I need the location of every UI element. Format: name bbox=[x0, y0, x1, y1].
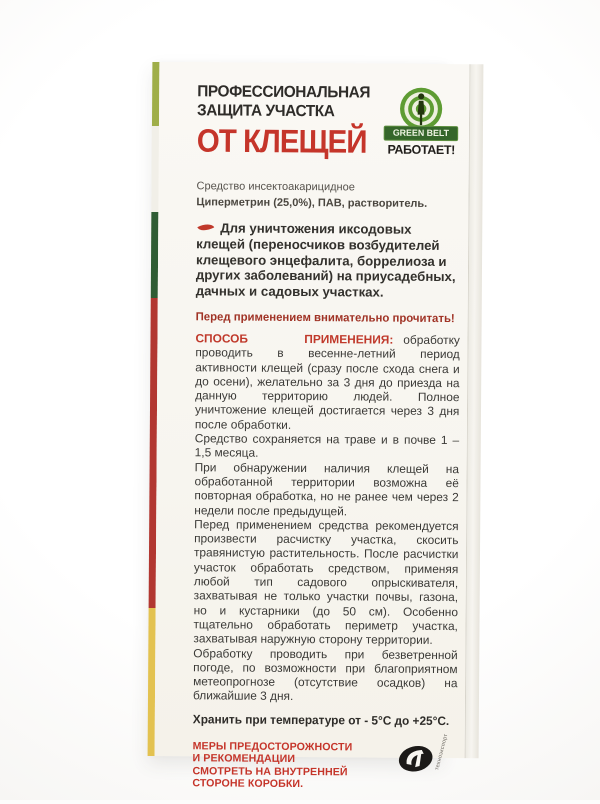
usage-paragraph bbox=[195, 331, 460, 433]
greenbelt-tagline: РАБОТАЕТ! bbox=[387, 142, 455, 158]
footer bbox=[192, 732, 457, 804]
usage-instructions bbox=[193, 331, 460, 705]
usage-paragraph: При обнаружении наличия клещей на обработанной территории возможна её повторная обработка, но не ранее чем через 2 недели после предыдущей. bbox=[194, 459, 460, 518]
precautions-line: МЕРЫ ПРЕДОСТОРОЖНОСТИ bbox=[192, 739, 353, 754]
header-line2: ЗАЩИТА УЧАСТКА bbox=[197, 102, 335, 121]
active-ingredient-label: Циперметрин (25,0%), ПАВ, растворитель. bbox=[196, 196, 428, 210]
header bbox=[197, 82, 462, 180]
greenbelt-brand-label: GREEN BELT bbox=[384, 126, 459, 142]
precautions-line: И РЕКОМЕНДАЦИИ bbox=[192, 752, 296, 766]
usage-paragraph-text: обработку проводить в весенне-летний период активности клещей (сразу после схода снега и до осени), желательно за 3 дня до приезда на данную территорию людей. Полное уничтожение клещей достигается через 3 дня после обработки. bbox=[194, 332, 460, 432]
intro-text: Для уничтожения иксодовых клещей (переносчиков возбудителей клещевого энцефалита, боррелиоза и других заболеваний) на приусадебных, дачных и садовых участках. bbox=[195, 220, 456, 300]
box-front-face bbox=[155, 62, 470, 791]
leaf-icon bbox=[197, 220, 214, 234]
usage-paragraph: Обработку проводить при безветренной погоде, по возможности при благоприятном метеопрогнозе (отсутствие осадков) на ближайшие 3 дня. bbox=[192, 645, 458, 704]
usage-paragraph: Перед применением средства рекомендуется произвести расчистку участка, скосить травянистую растительность. После расчистки участок обработать средством, применяя любой тип садового опрыскивателя, захватывая не только участки почвы, газона, но и кустарники (до 50 см). Особенно тщательно обработать периметр участка, захватывая наружную сторону территории. bbox=[193, 517, 459, 648]
page-title: ОТ КЛЕЩЕЙ bbox=[196, 122, 367, 161]
read-before-use-warning: Перед применением внимательно прочитать! bbox=[195, 310, 455, 326]
storage-conditions: Хранить при температуре от - 5°С до +25°С. bbox=[192, 711, 450, 728]
precautions-line: СМОТРЕТЬ НА ВНУТРЕННЕЙ bbox=[192, 765, 348, 779]
header-line1: ПРОФЕССИОНАЛЬНАЯ bbox=[197, 83, 371, 102]
usage-paragraph: Средство сохраняется на траве и в почве 1 – 1,5 месяца. bbox=[194, 431, 460, 461]
usage-section-heading: СПОСОБ ПРИМЕНЕНИЯ: bbox=[195, 331, 394, 347]
greenbelt-logo bbox=[383, 86, 459, 158]
precautions-line: СТОРОНЕ КОРОБКИ. bbox=[192, 777, 304, 791]
intro-paragraph bbox=[196, 220, 461, 301]
product-box bbox=[148, 62, 460, 791]
product-type-label: Средство инсектоакарицидное bbox=[196, 180, 355, 194]
manufacturer-name: техноэкспорт bbox=[434, 732, 450, 771]
